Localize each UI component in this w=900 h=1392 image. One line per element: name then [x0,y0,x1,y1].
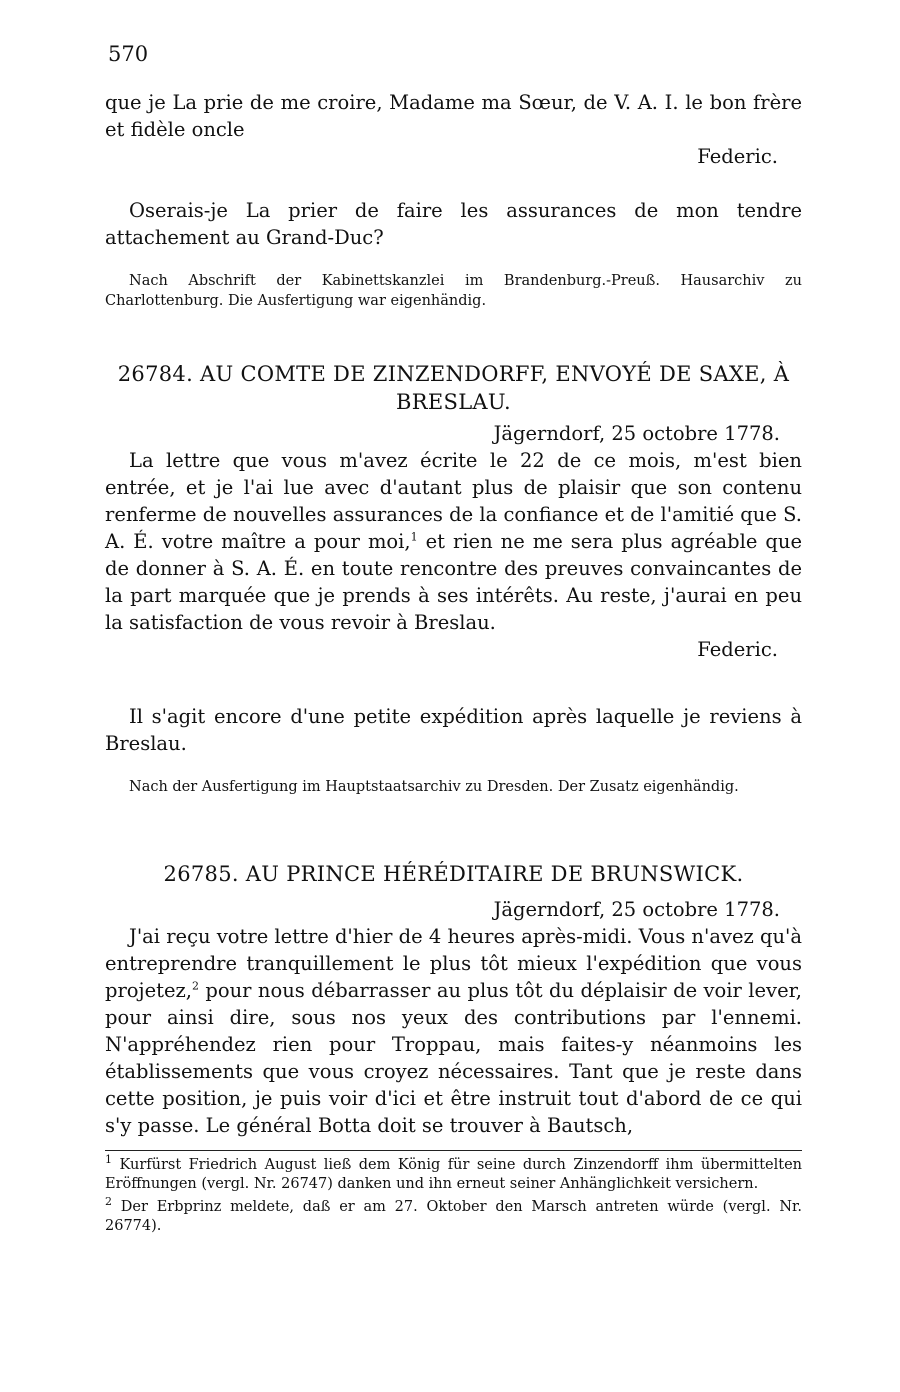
footnote-1-mark: 1 [105,1153,112,1167]
letter-26784-postscript-block [105,703,802,757]
letter-26784-body [105,447,802,636]
footnote-ref-2: 2 [191,979,199,993]
footnote-1-text: Kurfürst Friedrich August ließ dem König für seine durch Zinzendorff ihm übermittelten Eröffnungen (vergl. Nr. 26747) danken und ihn erneut seiner Anhänglichkeit versichern. [105,1157,802,1192]
letter-26784-heading: 26784. AU COMTE DE ZINZENDORFF, ENVOYÉ DE SAXE, À BRESLAU. [117,362,790,414]
letter-26785-heading: 26785. AU PRINCE HÉRÉDITAIRE DE BRUNSWICK. [163,862,744,886]
previous-letter-closing-block [105,89,802,170]
letter-26785-body-part2: pour nous débarrasser au plus tôt du déplaisir de voir lever, pour ainsi dire, sous nos yeux des contributions par l'ennemi. N'appréhendez rien pour Troppau, mais faites-y néanmoins les établissements que vous croyez nécessaires. Tant que je reste dans cette position, je puis voir d'ici et être instruit tout d'abord de ce qui s'y passe. Le général Botta doit se trouver à Bautsch, [105,979,802,1137]
letter-26785-body-part1: J'ai reçu votre lettre d'hier de 4 heures après-midi. Vous n'avez qu'à entreprendre tranquillement le plus tôt mieux l'expédition que vous projetez, [105,925,802,1002]
letter-26784-dateline: Jägerndorf, 25 octobre 1778. [493,422,780,445]
letter-26785 [105,860,802,1139]
previous-letter-source-block [105,271,802,311]
letter-26784-body-part1: La lettre que vous m'avez écrite le 22 de ce mois, m'est bien entrée, et je l'ai lue avec d'autant plus de plaisir que son contenu renferme de nouvelles assurances de la confiance et de l'amitié que S. A. É. votre maître a pour moi, [105,449,802,553]
letter-26785-body [105,923,802,1139]
footnote-2-text: Der Erbprinz meldete, daß er am 27. Oktober den Marsch antreten würde (vergl. Nr. 26774). [105,1199,802,1234]
letter-26785-dateline: Jägerndorf, 25 octobre 1778. [493,898,780,921]
letter-26784-postscript: Il s'agit encore d'une petite expédition après laquelle je reviens à Breslau. [105,705,802,755]
footnote-2-mark: 2 [105,1195,112,1209]
letter-26784-signature: Federic. [697,638,778,661]
letter-26784-source-block [105,777,802,797]
footnotes [105,1153,802,1236]
letter-26784 [105,360,802,663]
previous-letter-signature: Federic. [697,145,778,168]
page-number: 570 [108,42,149,66]
footnote-ref-1: 1 [410,530,418,544]
previous-letter-postscript: Oserais-je La prier de faire les assurances de mon tendre attachement au Grand-Duc? [105,199,802,249]
letter-26784-source-note: Nach der Ausfertigung im Hauptstaatsarchiv zu Dresden. Der Zusatz eigenhändig. [129,779,739,795]
previous-letter-postscript-block [105,197,802,251]
letter-26784-body-part2: et rien ne me sera plus agréable que de donner à S. A. É. en toute rencontre des preuves convaincantes de la part marquée que je prends à ses intérêts. Au reste, j'aurai en peu la satisfaction de vous revoir à Breslau. [105,530,803,634]
footnote-1 [105,1153,802,1194]
footnote-separator [105,1150,802,1151]
previous-letter-closing: que je La prie de me croire, Madame ma Sœur, de V. A. I. le bon frère et fidèle oncle [105,91,802,141]
previous-letter-source-note: Nach Abschrift der Kabinettskanzlei im Brandenburg.-Preuß. Hausarchiv zu Charlottenburg. Die Ausfertigung war eigenhändig. [105,273,802,309]
footnote-2 [105,1195,802,1236]
